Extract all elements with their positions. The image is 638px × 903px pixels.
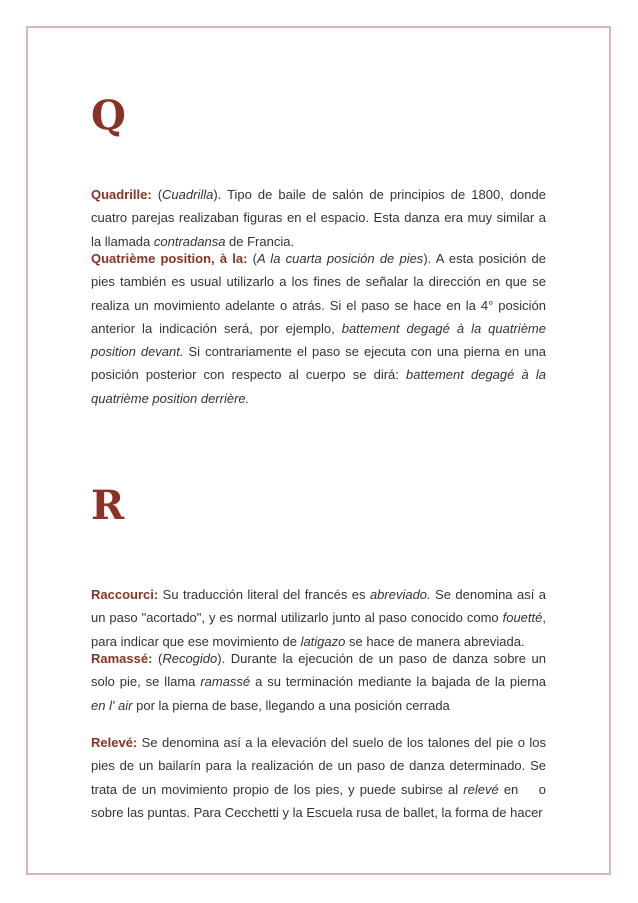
entry-quatrieme-position: Quatrième position, à la: (A la cuarta posición de pies). A esta posición de pies también es usual utilizarlo a los fines de señalar la dirección en que se realiza un movimiento adelante o atrás. Si el paso se hace en la 4° posición anterior la indicación será, por ejemplo, battement degagé à la quatrième position devant. Si contrariamente el paso se ejecuta con una pierna en una posición posterior con respecto al cuerpo se dirá: battement degagé à la quatrième position derrière. [91,251,546,406]
definition-text: se hace de manera abreviada. [345,633,525,649]
italic-term: battement degagé à la quatrième position devant. [91,320,546,360]
definition-text: , para indicar que ese movimiento de [91,610,546,649]
translation: Cuadrilla [162,187,214,202]
term-raccourci: Raccourci: [91,587,159,602]
section-letter-q: Q [91,92,126,139]
italic-term: relevé [463,781,499,797]
definition-text: en o sobre las puntas. Para Cecchetti y la Escuela rusa de ballet, la forma de hacer [91,781,550,820]
italic-term: fouetté [502,610,543,626]
entry-ramasse: Ramassé: (Recogido). Durante la ejecución de un paso de danza sobre un solo pie, se llama ramassé a su terminación mediante la bajada de la pierna en l' air por la pierna de base, llegando a una posición cerrada [91,651,546,713]
definition-text: de Francia. [225,233,295,249]
definition-text: por la pierna de base, llegando a una posición cerrada [132,697,450,713]
definition-text: ). A esta posición de pies también es usual utilizarlo a los fines de señalar la dirección en que se realiza un movimiento adelante o atrás. Si el paso se hace en la 4° posición anterior la indicación será, por ejemplo, [91,251,546,336]
italic-term: en l' air [91,697,133,713]
italic-term: abreviado. [369,587,431,602]
definition-text: a su terminación mediante la bajada de la pierna [250,674,546,690]
section-letter-r: R [91,482,125,529]
italic-term: ramassé [200,674,251,690]
definition-text: ). Tipo de baile de salón de principios de 1800, donde cuatro parejas realizaban figuras en el espacio. Esta danza era muy similar a la llamada [91,187,546,249]
definition-text: Se denomina así a la elevación del suelo de los talones del pie o los pies de un bailarín para la realización de un paso de danza determinado. Se trata de un movimiento propio de los pies, y puede subirse al [91,735,546,797]
definition-text: Su traducción literal del francés es [158,587,370,602]
italic-term: contradansa [153,233,226,249]
entry-releve [91,731,550,824]
entry-raccourci [91,583,546,653]
term-ramasse: Ramassé: [91,651,153,666]
definition-text: Se denomina así a un paso "acortado", y es normal utilizarlo junto al paso conocido como [91,587,546,626]
italic-term: latigazo [300,633,346,649]
entry-quadrille: Quadrille: (Cuadrilla). Tipo de baile de salón de principios de 1800, donde cuatro parejas realizaban figuras en el espacio. Esta danza era muy similar a la llamada contradansa de Francia. [91,187,546,249]
definition-text: ). Durante la ejecución de un paso de danza sobre un solo pie, se llama [91,651,546,690]
translation: A la cuarta posición de pies [256,251,424,266]
translation: Recogido [162,651,218,666]
term-quatrieme-position: Quatrième position, à la: [91,251,248,266]
term-quadrille: Quadrille: [91,187,152,202]
definition-text: Si contrariamente el paso se ejecuta con una pierna en una posición posterior con respecto al cuerpo se dirá: [91,344,546,383]
italic-term: battement degagé à la quatrième position derrière. [91,367,546,406]
term-releve: Relevé: [91,735,138,750]
